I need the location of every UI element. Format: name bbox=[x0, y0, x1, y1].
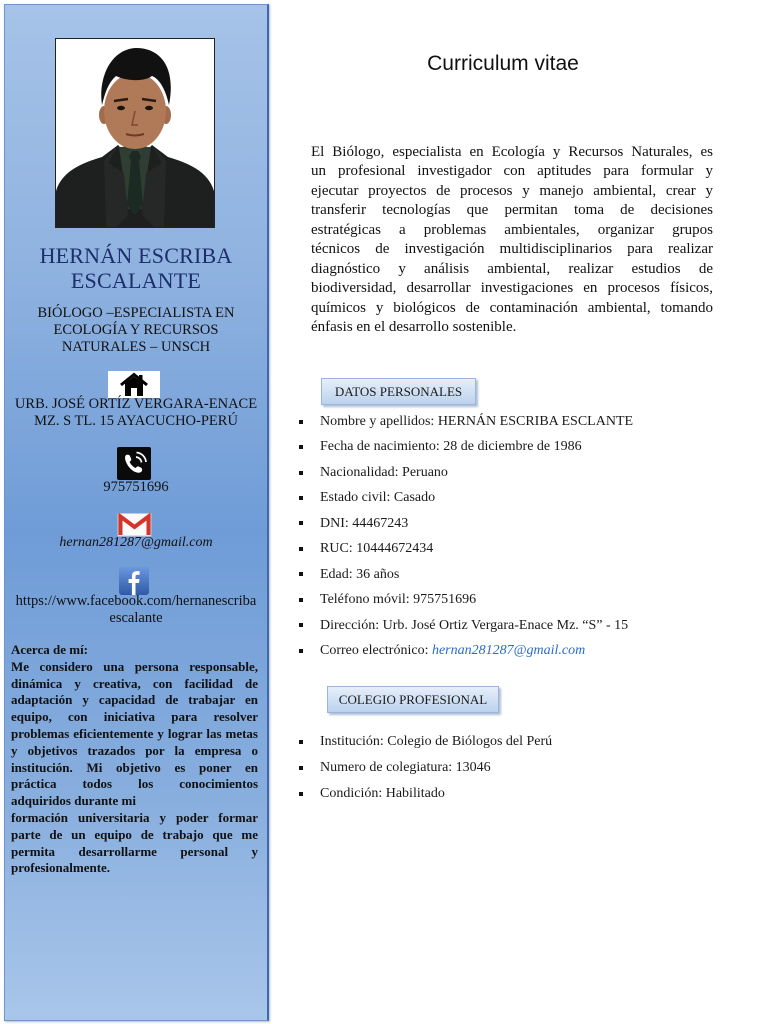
profession-line: NATURALES – UNSCH bbox=[61, 339, 211, 355]
item-label: Fecha de nacimiento: bbox=[320, 439, 440, 455]
list-item-text bbox=[320, 409, 633, 434]
list-item bbox=[299, 781, 719, 807]
summary-line: técnicos de investigación multidisciplinarios para realizar bbox=[311, 241, 713, 258]
about-line: equipo, con iniciativa para resolver bbox=[11, 709, 258, 725]
candidate-name: HERNÁN ESCRIBA ESCALANTE bbox=[39, 243, 233, 293]
facebook-icon bbox=[119, 567, 149, 595]
item-label: Correo electrónico: bbox=[320, 642, 429, 658]
list-item bbox=[299, 511, 719, 536]
bullet-icon bbox=[299, 572, 303, 576]
list-item-text bbox=[320, 562, 399, 587]
email-address: hernan281287@gmail.com bbox=[59, 535, 213, 550]
profile-summary bbox=[311, 143, 713, 337]
item-value: 36 años bbox=[356, 566, 400, 582]
item-label: Dirección: bbox=[320, 617, 380, 633]
about-line: problemas eficientemente y lograr las metas bbox=[11, 725, 258, 741]
address-line: MZ. S TL. 15 AYACUCHO-PERÚ bbox=[34, 413, 238, 429]
item-label: Institución: bbox=[320, 734, 384, 749]
item-value: Colegio de Biólogos del Perú bbox=[387, 734, 553, 749]
summary-line: ejecutar proyectos de procesos y manejo ambiental, crear y bbox=[311, 182, 713, 199]
about-line: práctica todos los conocimientos bbox=[11, 776, 258, 792]
bullet-icon bbox=[299, 766, 303, 770]
summary-line: transferir tecnologías que permitan toma de decisiones bbox=[311, 202, 713, 219]
summary-line: biodiversidad, desarrollar investigaciones en procesos físicos, bbox=[311, 280, 713, 297]
address-line: URB. JOSÉ ORTÍZ VERGARA-ENACE bbox=[14, 396, 258, 412]
section-header-professional: COLEGIO PROFESIONAL bbox=[327, 686, 499, 713]
professional-data-list bbox=[299, 729, 719, 807]
list-item bbox=[299, 613, 719, 638]
about-heading: Acerca de mí: bbox=[11, 642, 89, 657]
item-value: Casado bbox=[393, 490, 436, 506]
about-line: institución. Mi objetivo es poner en bbox=[11, 759, 258, 775]
bullet-icon bbox=[299, 521, 303, 525]
about-line: permita desarrollarme personal y bbox=[11, 843, 258, 859]
profession-line: BIÓLOGO –ESPECIALISTA EN bbox=[37, 305, 235, 321]
item-value: 10444672434 bbox=[356, 541, 434, 557]
page-title: Curriculum vitae bbox=[427, 52, 579, 75]
list-item-text bbox=[320, 460, 448, 485]
item-label: Nacionalidad: bbox=[320, 464, 399, 480]
home-icon bbox=[108, 371, 160, 398]
list-item bbox=[299, 638, 719, 663]
item-value: 13046 bbox=[455, 760, 491, 775]
bullet-icon bbox=[299, 623, 303, 627]
summary-line: un profesional investigador con aptitudes para formular y bbox=[311, 163, 713, 180]
list-item-text bbox=[320, 434, 582, 459]
about-line: adaptación y capacidad de trabajar en bbox=[11, 692, 258, 708]
item-label: Condición: bbox=[320, 786, 383, 801]
summary-line: énfasis en el desarrollo sostenible. bbox=[311, 318, 517, 335]
list-item bbox=[299, 485, 719, 510]
bullet-icon bbox=[299, 598, 303, 602]
list-item bbox=[299, 536, 719, 561]
item-value: Urb. José Ortiz Vergara-Enace Mz. “S” - 15 bbox=[382, 617, 629, 633]
main-content bbox=[280, 0, 768, 1024]
list-item-text bbox=[320, 729, 552, 755]
summary-line: El Biólogo, especialista en Ecología y Recursos Naturales, es bbox=[311, 144, 713, 160]
item-value: Peruano bbox=[402, 464, 448, 480]
list-item bbox=[299, 755, 719, 781]
list-item-text bbox=[320, 613, 628, 638]
about-line: formación universitaria y poder formar bbox=[11, 809, 258, 825]
item-value: 44467243 bbox=[352, 515, 409, 531]
item-value: HERNÁN ESCRIBA ESCLANTE bbox=[437, 414, 634, 429]
item-label: Edad: bbox=[320, 566, 353, 582]
about-section bbox=[11, 642, 258, 877]
summary-line: diagnóstico y análisis ambiental, realizar estudios de bbox=[311, 260, 713, 277]
bullet-icon bbox=[299, 471, 303, 475]
section-header-personal: DATOS PERSONALES bbox=[321, 378, 476, 405]
facebook-url-line: https://www.facebook.com/hernanescriba bbox=[15, 593, 257, 609]
profession-line: ECOLOGÍA Y RECURSOS bbox=[53, 322, 219, 338]
bullet-icon bbox=[299, 420, 303, 424]
profile-photo bbox=[55, 38, 215, 228]
profile-photo-image bbox=[56, 39, 214, 227]
item-value: 28 de diciembre de 1986 bbox=[443, 439, 582, 455]
bullet-icon bbox=[299, 547, 303, 551]
about-line: parte de un equipo de trabajo que me bbox=[11, 826, 258, 842]
item-label: Nombre y apellidos: bbox=[320, 414, 435, 429]
facebook-url-line: escalante bbox=[109, 610, 163, 626]
bullet-icon bbox=[299, 496, 303, 500]
bullet-icon bbox=[299, 740, 303, 744]
list-item-text bbox=[320, 485, 435, 510]
list-item bbox=[299, 562, 719, 587]
item-label: RUC: bbox=[320, 541, 353, 557]
list-item bbox=[299, 409, 719, 434]
list-item bbox=[299, 587, 719, 612]
summary-line: estratégicas a problemas ambientales, organizar grupos bbox=[311, 221, 713, 238]
list-item-text bbox=[320, 638, 585, 663]
address bbox=[5, 396, 267, 430]
facebook-url bbox=[5, 593, 267, 627]
about-line: adquiridos durante mi bbox=[11, 793, 136, 809]
sidebar bbox=[4, 4, 269, 1021]
phone-icon bbox=[117, 447, 151, 480]
email-link[interactable]: hernan281287@gmail.com bbox=[431, 642, 586, 658]
item-value: 975751696 bbox=[413, 592, 477, 608]
item-label: DNI: bbox=[320, 515, 349, 531]
item-value: Habilitado bbox=[385, 786, 445, 801]
summary-line: químicos y biológicos de contaminación ambiental, tomando bbox=[311, 299, 713, 316]
about-line: dinámica y creativa, con facilidad de bbox=[11, 675, 258, 691]
about-line: profesionalmente. bbox=[11, 860, 111, 876]
item-label: Teléfono móvil: bbox=[320, 592, 410, 608]
list-item-text bbox=[320, 755, 491, 781]
personal-data-list bbox=[299, 409, 719, 663]
list-item-text bbox=[320, 511, 408, 536]
list-item bbox=[299, 434, 719, 459]
bullet-icon bbox=[299, 649, 303, 653]
bullet-icon bbox=[299, 445, 303, 449]
about-line: y objetivos trazados por la empresa o bbox=[11, 742, 258, 758]
profession bbox=[5, 305, 267, 356]
phone-number: 975751696 bbox=[103, 479, 169, 495]
list-item-text bbox=[320, 536, 433, 561]
list-item bbox=[299, 460, 719, 485]
list-item bbox=[299, 729, 719, 755]
item-label: Estado civil: bbox=[320, 490, 391, 506]
about-line: Me considero una persona responsable, bbox=[11, 658, 258, 674]
list-item-text bbox=[320, 781, 445, 807]
list-item-text bbox=[320, 587, 476, 612]
item-label: Numero de colegiatura: bbox=[320, 760, 453, 775]
bullet-icon bbox=[299, 792, 303, 796]
